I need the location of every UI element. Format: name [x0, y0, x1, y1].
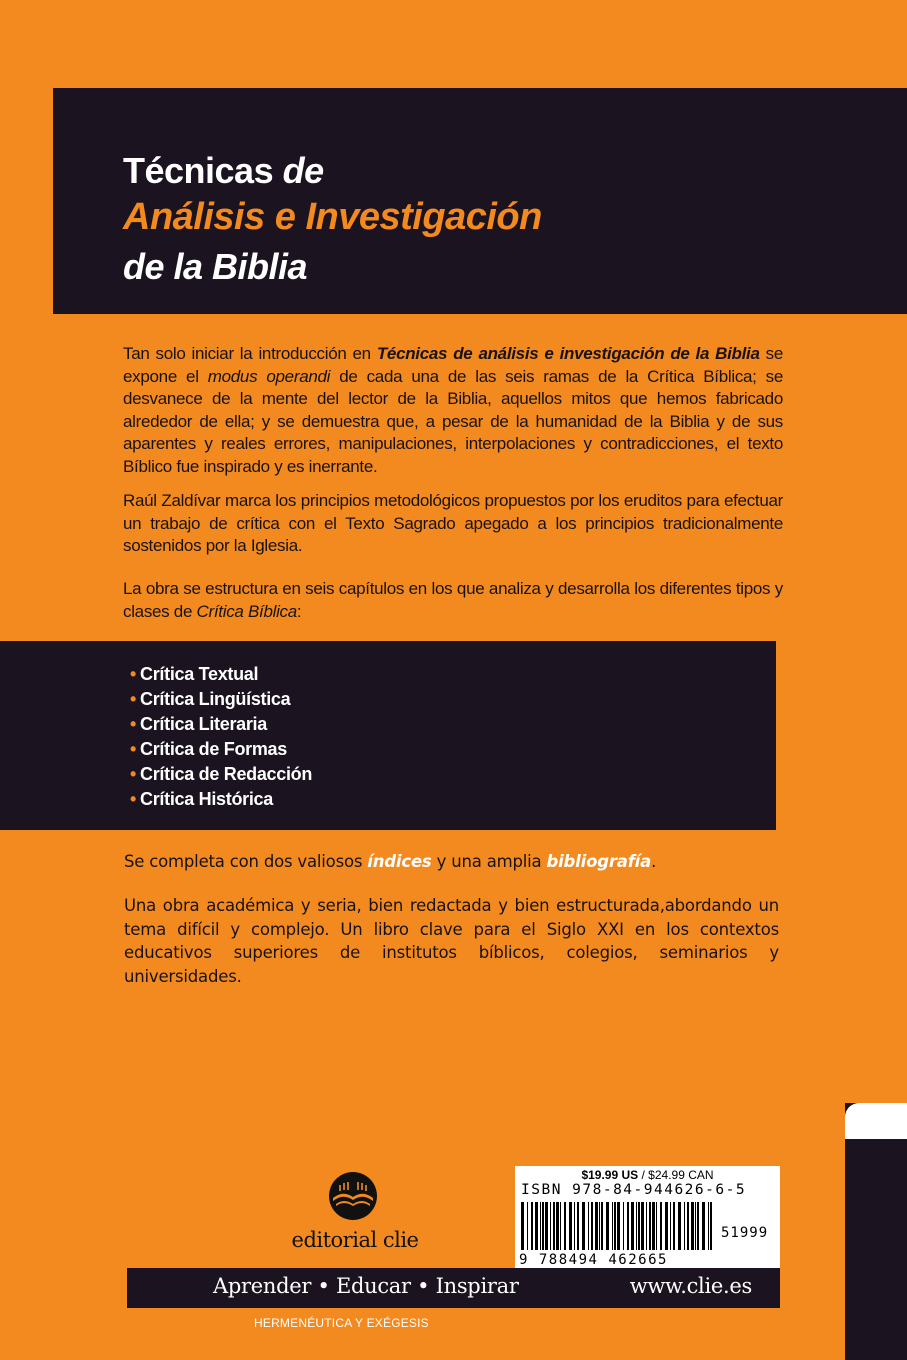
publisher-logo	[290, 1170, 420, 1260]
list-item: • Crítica Lingüística	[130, 689, 291, 709]
title-panel	[53, 88, 907, 314]
slogan: Aprender • Educar • Inspirar	[213, 1274, 519, 1298]
barcode-stripe	[649, 1202, 651, 1250]
barcode-stripe	[710, 1202, 712, 1250]
bullet-icon: •	[130, 739, 137, 759]
barcode-stripe	[574, 1202, 575, 1250]
barcode-stripe	[564, 1202, 566, 1250]
barcode-stripe	[550, 1202, 551, 1250]
ean-barcode	[519, 1202, 715, 1252]
barcode-stripe	[569, 1202, 572, 1250]
website-url: www.clie.es	[629, 1274, 752, 1298]
barcode-stripe	[646, 1202, 647, 1250]
isbn-text: ISBN 978-84-944626-6-5	[521, 1182, 747, 1198]
barcode-stripe	[577, 1202, 579, 1250]
title-line-1: Técnicas de	[123, 150, 324, 191]
barcode-stripe	[560, 1202, 561, 1250]
intro-paragraph: Tan solo iniciar la introducción en Técnicas de análisis e investigación de la Biblia se expone el modus operandi de cada una de las seis ramas de la Crítica Bíblica; se desvanece de la mente del lector de la Biblia, aquellos mitos que hemos fabricado alrededor de ella; y se demuestra que, a pesar de la humanidad de la Biblia y de sus aparentes y reales errores, manipulaciones, interpolaciones y contradicciones, el texto Bíblico fue inspirado y es inerrante.	[123, 344, 784, 476]
structure-paragraph: La obra se estructura en seis capítulos en los que analiza y desarrolla los diferentes tipos y clases de Crítica Bíblica:	[123, 579, 783, 621]
tagline-bar	[127, 1268, 780, 1308]
title-line-2: Análisis e Investigación	[123, 196, 542, 238]
chapter-list	[130, 662, 312, 812]
bullet-icon: •	[130, 764, 137, 784]
barcode-stripe	[660, 1202, 662, 1250]
barcode-stripe	[708, 1202, 709, 1250]
book-globe-icon	[327, 1170, 379, 1222]
barcode-stripe	[556, 1202, 559, 1250]
category-label: HERMENÉUTICA Y EXÉGESIS	[254, 1316, 429, 1330]
barcode-stripe	[638, 1202, 640, 1250]
barcode-label	[515, 1166, 780, 1268]
barcode-stripe	[636, 1202, 637, 1250]
list-item: • Crítica Histórica	[130, 789, 273, 809]
barcode-stripe	[595, 1202, 598, 1250]
barcode-stripe	[614, 1202, 616, 1250]
barcode-stripe	[535, 1202, 538, 1250]
barcode-stripe	[612, 1202, 613, 1250]
ean-digits: 9 788494 462665	[519, 1252, 668, 1268]
barcode-stripe	[673, 1202, 675, 1250]
price-code: 51999	[721, 1225, 769, 1241]
barcode-stripe	[553, 1202, 555, 1250]
barcode-stripe	[599, 1202, 600, 1250]
list-item: • Crítica de Formas	[130, 739, 287, 759]
barcode-stripe	[665, 1202, 668, 1250]
indices-paragraph: Se completa con dos valiosos índices y una amplia bibliografía.	[124, 852, 657, 871]
barcode-stripe	[588, 1202, 589, 1250]
title-line-3: de la Biblia	[123, 246, 308, 287]
bullet-icon: •	[130, 789, 137, 809]
list-item: • Crítica de Redacción	[130, 764, 313, 784]
barcode-stripe	[606, 1202, 609, 1250]
barcode-stripe	[531, 1202, 533, 1250]
barcode-stripe	[695, 1202, 696, 1250]
barcode-stripe	[670, 1202, 671, 1250]
barcode-stripe	[697, 1202, 699, 1250]
barcode-stripe	[521, 1202, 524, 1250]
barcode-stripe	[582, 1202, 585, 1250]
list-item: • Crítica Literaria	[130, 714, 267, 734]
barcode-stripe	[656, 1202, 657, 1250]
barcode-stripe	[617, 1202, 620, 1250]
barcode-stripe	[591, 1202, 593, 1250]
barcode-stripe	[687, 1202, 689, 1250]
barcode-stripe	[542, 1202, 544, 1250]
barcode-stripe	[527, 1202, 528, 1250]
barcode-stripe	[684, 1202, 685, 1250]
barcode-stripe	[623, 1202, 624, 1250]
bullet-icon: •	[130, 689, 137, 709]
publisher-name: editorial clie	[291, 1228, 419, 1252]
list-item: • Crítica Textual	[130, 664, 259, 684]
barcode-stripe	[652, 1202, 655, 1250]
price-line: $19.99 US / $24.99 CAN	[581, 1168, 714, 1182]
barcode-stripe	[691, 1202, 694, 1250]
barcode-stripe	[601, 1202, 603, 1250]
summary-paragraph: Una obra académica y seria, bien redactada y bien estructurada,abordando un tema difícil y complejo. Un libro clave para el Siglo XXI en los contextos educativos superiores de institutos bíblicos, colegios, seminarios y universidades.	[124, 896, 779, 986]
author-paragraph: Raúl Zaldívar marca los principios metodológicos propuestos por los eruditos para efectuar un trabajo de crítica con el Texto Sagrado apegado a los principios tradicionalmente sostenidos por la Iglesia.	[123, 491, 783, 555]
barcode-stripe	[631, 1202, 634, 1250]
barcode-stripe	[540, 1202, 541, 1250]
bullet-icon: •	[130, 714, 137, 734]
barcode-stripe	[702, 1202, 705, 1250]
spine-tab-cap	[845, 1103, 907, 1139]
barcode-stripe	[678, 1202, 681, 1250]
bullet-icon: •	[130, 664, 137, 684]
barcode-stripe	[627, 1202, 629, 1250]
chapters-panel	[0, 641, 776, 830]
barcode-stripe	[545, 1202, 548, 1250]
barcode-stripe	[641, 1202, 644, 1250]
spine-tab	[845, 1103, 907, 1360]
